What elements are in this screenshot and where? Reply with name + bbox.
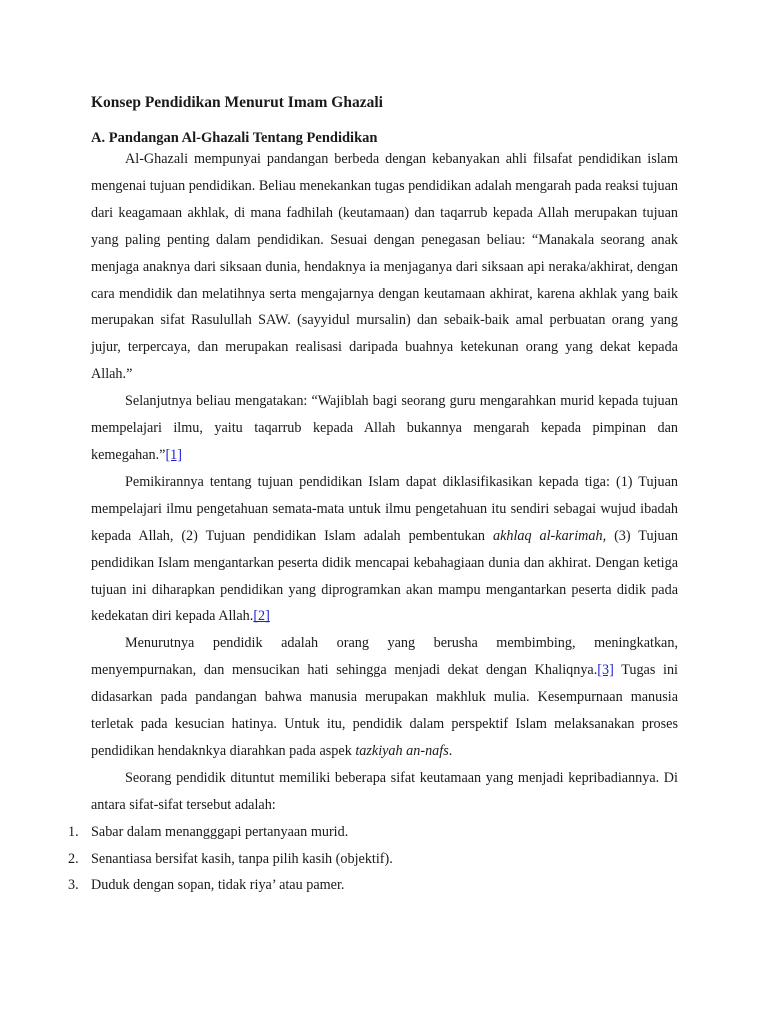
paragraph-3-text-b: (3) Tujuan pendidikan Islam mengantarkan peserta didik mencapai kebahagiaan dunia dan akhirat. Dengan ketiga tujuan ini diharapkan pendidikan yang diprogramkan akan mampu mengantarkan peserta didik pada kedekatan diri kepada Allah. xyxy=(91,527,678,625)
list-item-text: Duduk dengan sopan, tidak riya’ atau pamer. xyxy=(91,877,345,894)
footnote-link-1[interactable]: [1] xyxy=(165,446,182,463)
paragraph-4-text-c: . xyxy=(448,742,453,759)
paragraph-4-emphasis: tazkiyah an-nafs xyxy=(355,742,449,759)
paragraph-1: Al-Ghazali mempunyai pandangan berbeda dengan kebanyakan ahli filsafat pendidikan islam mengenai tujuan pendidikan. Beliau menekankan tugas pendidikan adalah mengarah pada reaksi tujuan dari keagamaan akhlak, di mana fadhilah (keutamaan) dan taqarrub kepada Allah merupakan tujuan yang paling penting dalam pendidikan. Sesuai dengan penegasan beliau: “Manakala seorang anak menjaga anaknya dari siksaan dunia, hendaknya ia menjaganya dari siksaan api neraka/akhirat, dengan cara mendidik dan melatihnya serta mengajarnya dengan keutamaan akhirat, karena akhlak yang baik merupakan sifat Rasulullah SAW. (sayyidul mursalin) dan sebaik-baik amal perbuatan orang yang jujur, terpercaya, dan merupakan realisasi daripada buahnya ketekunan orang yang dekat kepada Allah.” xyxy=(91,151,679,383)
footnote-link-2[interactable]: [2] xyxy=(253,608,270,625)
list-item-number: 1. xyxy=(68,823,79,840)
paragraph-5: Seorang pendidik dituntut memiliki beberapa sifat keutamaan yang menjadi kepribadiannya. Di antara sifat-sifat tersebut adalah: xyxy=(91,769,678,813)
virtue-list xyxy=(68,819,678,900)
list-item xyxy=(68,819,678,846)
list-item xyxy=(68,872,678,899)
list-item-text: Sabar dalam menangggapi pertanyaan murid. xyxy=(91,823,349,840)
paragraph-3-text-a: Pemikirannya tentang tujuan pendidikan Islam dapat diklasifikasikan kepada tiga: (1) Tujuan mempelajari ilmu pengetahuan semata-mata untuk ilmu pengetahuan itu sendiri sebagai wujud ibadah kepada Allah, (2) Tujuan pendidikan Islam adalah pembentukan xyxy=(91,473,678,544)
paragraph-4 xyxy=(91,630,678,765)
list-item xyxy=(68,846,678,873)
paragraph-4-text-a: Menurutnya pendidik adalah orang yang berusha membimbing, meningkatkan, menyempurnakan, dan mensucikan hati sehingga menjadi dekat dengan Khaliqnya. xyxy=(91,635,678,679)
list-item-text: Senantiasa bersifat kasih, tanpa pilih kasih (objektif). xyxy=(91,850,393,867)
list-item-number: 3. xyxy=(68,877,79,894)
paragraph-4-text-b: Tugas ini didasarkan pada pandangan bahwa manusia merupakan makhluk mulia. Kesempurnaan manusia terletak pada kesucian hatinya. Untuk itu, pendidik dalam perspektif Islam melaksanakan proses pendidikan hendaknkya diarahkan pada aspek xyxy=(91,662,678,759)
list-item-number: 2. xyxy=(68,850,79,867)
section-heading-a: A. Pandangan Al-Ghazali Tentang Pendidikan xyxy=(91,130,378,146)
document-title: Konsep Pendidikan Menurut Imam Ghazali xyxy=(91,94,383,111)
document-page xyxy=(68,90,679,899)
paragraph-2 xyxy=(91,388,678,469)
footnote-link-3[interactable]: [3] xyxy=(597,662,614,679)
paragraph-2-text: Selanjutnya beliau mengatakan: “Wajiblah bagi seorang guru mengarahkan murid kepada tujuan mempelajari ilmu, yaitu taqarrub kepada Allah bukannya mengarah kepada pimpinan dan kemegahan.” xyxy=(91,393,678,463)
paragraph-3-emphasis: akhlaq al-karimah, xyxy=(492,527,607,544)
paragraph-3 xyxy=(91,469,678,630)
